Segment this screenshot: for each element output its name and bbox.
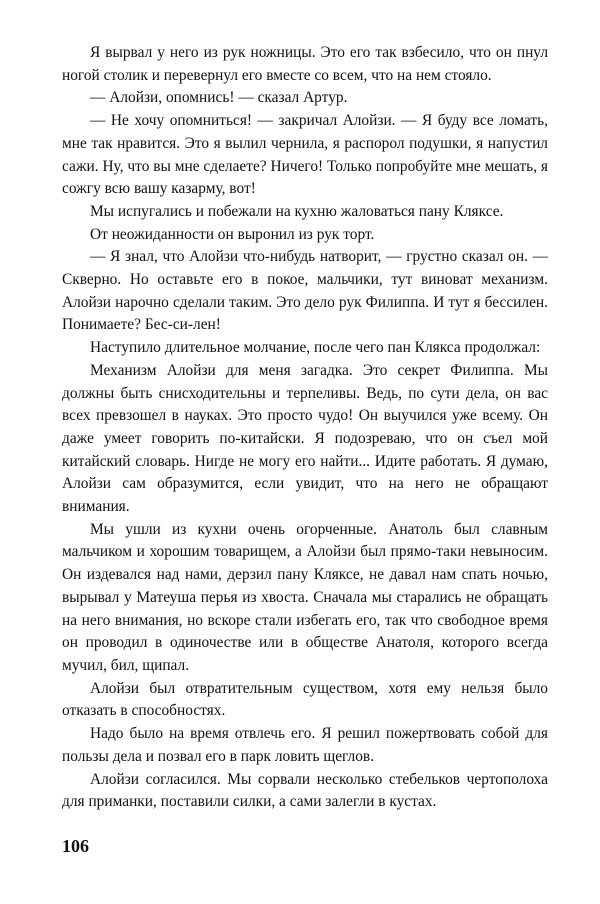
paragraph: Надо было на время отвлечь его. Я решил пожертвовать собой для пользы дела и позвал его в парк ловить щеглов.: [62, 725, 548, 765]
paragraph: Наступило длительное молчание, после чего пан Клякса продолжал:: [90, 339, 541, 357]
paragraph: От неожиданности он выронил из рук торт.: [90, 225, 375, 243]
paragraph: Алойзи согласился. Мы сорвали несколько стебельков чертополоха для приманки, поставили силки, а сами залегли в кустах.: [62, 770, 548, 811]
paragraph: Механизм Алойзи для меня загадка. Это секрет Филиппа. Мы должны быть снисходительны и терпеливы. Ведь, по сути дела, он вас всех превзошел в науках. Это просто чудо! Он выучился уже всему. Он даже умеет говорить по-китайски. Я подозреваю, что он съел мой китайский словарь. Нигде не могу его найти... Идите работать. Я думаю, Алойзи сам образумится, если увидит, что на него не обращают внимания.: [62, 361, 548, 516]
paragraph: — Алойзи, опомнись! — сказал Артур.: [90, 89, 348, 107]
paragraph: Алойзи был отвратительным существом, хотя ему нельзя было отказать в способностях.: [62, 679, 548, 720]
paragraph: Мы испугались и побежали на кухню жаловаться пану Кляксе.: [90, 202, 504, 220]
paragraph: — Я знал, что Алойзи что-нибудь натворит, — грустно сказал он. — Скверно. Но оставьте его в покое, мальчики, тут виноват механизм. Алойзи нарочно сделали таким. Это дело рук Филиппа. И тут я бессилен. Понимаете? Бес-си-лен!: [62, 248, 548, 334]
body-text: [62, 42, 548, 814]
paragraph: — Не хочу опомниться! — закричал Алойзи. — Я буду все ломать, мне так нравится. Это я вылил чернила, я распорол подушки, я напустил сажи. Ну, что вы мне сделаете? Ничего! Только попробуйте мне мешать, я сожгу всю вашу казарму, вот!: [62, 112, 548, 198]
paragraph: Я вырвал у него из рук ножницы. Это его так взбесило, что он пнул ногой столик и перевернул его вместе со всем, что на нем стояло.: [62, 44, 548, 84]
paragraph: Мы ушли из кухни очень огорченные. Анатоль был славным мальчиком и хорошим товарищем, а Алойзи был прямо-таки невыносим. Он издевался над нами, дерзил пану Кляксе, не давал нам спать ночью, вырывал у Матеуша перья из хвоста. Сначала мы старались не обращать на него внимания, но вскоре стали избегать его, так что свободное время он проводил в одиночестве или в обществе Анатоля, которого всегда мучил, бил, щипал.: [62, 520, 548, 674]
page-number: 106: [62, 836, 89, 856]
